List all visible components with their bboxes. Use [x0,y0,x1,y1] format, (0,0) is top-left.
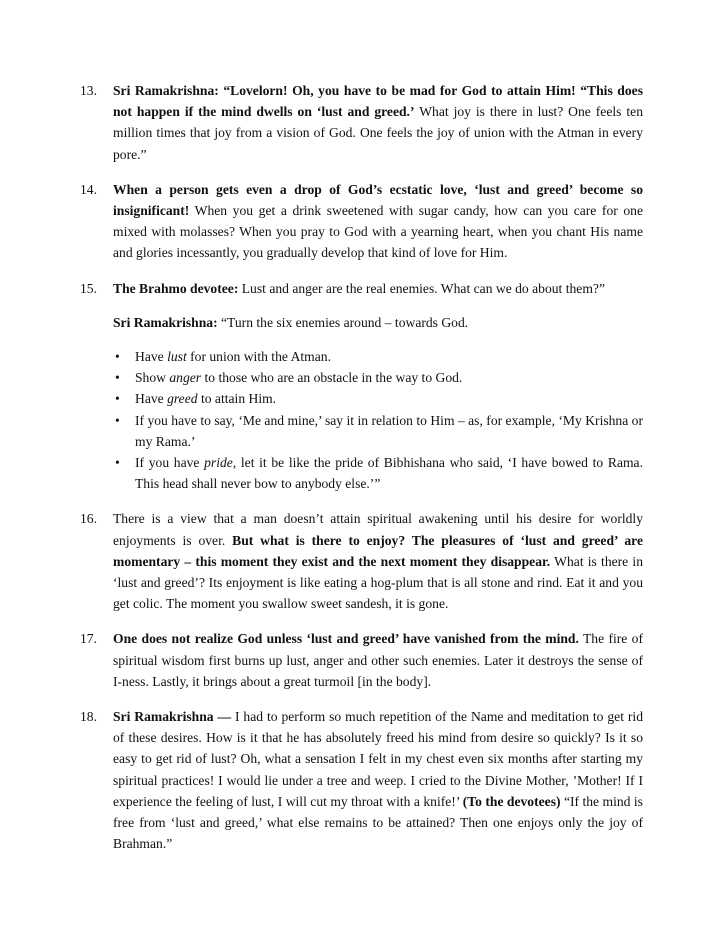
bold-text: Sri Ramakrishna: “Lovelorn! Oh, you have to be mad for God to attain Him! “This does not happen if the mind dwells on ‘lust and greed.’ [113,83,643,120]
item-number: 16. [80,511,97,527]
bullet-icon: • [115,455,120,471]
item-text [113,508,643,614]
bold-text: One does not realize God unless ‘lust and greed’ have vanished from the mind. [113,631,579,647]
bullet-icon: • [115,349,120,365]
document-page [0,80,728,869]
bold-text: But what is there to enjoy? The pleasures of ‘lust and greed’ are momentary – this moment they exist and the next moment they disappear. [113,532,643,569]
body-text: What is there in ‘lust and greed’? Its enjoyment is like eating a hog-plum that is all stone and rind. Eat it and you get colic. The moment you swallow sweet sandesh, it is gone. [113,553,643,612]
item-number: 13. [80,83,97,98]
bullet-item: • If you have pride, let it be like the pride of Bibhishana who said, ‘I have bowed to Rama. This head shall never bow to anybody else.’” [113,452,643,494]
speaker-label: Sri Ramakrishna: [113,314,218,330]
speaker-label: The Brahmo devotee: [113,280,239,296]
item-number: 18. [80,709,97,725]
body-text: There is a view that a man doesn’t attain spiritual awakening until his desire for worldly enjoyments is over. [113,511,643,548]
body-text: When you get a drink sweetened with sugar candy, how can you care for one mixed with molasses? When you pray to God with a yearning heart, when you chant His name and glories incessantly, you gradually develop that kind of love for Him. [113,203,643,261]
bullet-list [113,346,643,494]
bullet-item: • Show anger to those who are an obstacle in the way to God. [113,367,643,388]
item-text [113,80,643,165]
list-item-13 [80,80,643,165]
body-text: I had to perform so much repetition of the Name and meditation to get rid of these desires. How is it that he has absolutely freed his mind from desire so quickly? Is it so easy to get rid of lust? Oh, what a sensation I felt in my chest even six months after starting my spiritual practices! I would lie under a tree and weep. I cried to the Divine Mother, ’Mother! If I experience the feeling of lust, I will cut my throat with a knife!’ [113,709,643,809]
item-number: 14. [80,181,97,197]
item-subparagraph [113,312,643,333]
list-item-17 [80,628,643,692]
item-number: 17. [80,631,97,647]
item-number: 15. [80,280,97,296]
bullet-icon: • [115,370,120,386]
body-text: What joy is there in lust? One feels ten million times that joy from a vision of God. One feels the joy of union with the Atman in every pore.” [113,104,643,162]
body-text: “Turn the six enemies around – towards God. [217,314,469,330]
body-text: The fire of spiritual wisdom first burns up lust, anger and other such enemies. Later it destroys the sense of I-ness. Lastly, it brings about a great turmoil [in the body]. [113,631,643,689]
bold-text: When a person gets even a drop of God’s ecstatic love, ‘lust and greed’ become so insignificant! [113,181,643,219]
speaker-label: Sri Ramakrishna — [113,709,232,725]
item-text [113,628,643,692]
list-item-15 [80,278,643,495]
bullet-icon: • [115,412,120,428]
bullet-item: • If you have to say, ‘Me and mine,’ say it in relation to Him – as, for example, ‘My Krishna or my Rama.’ [113,410,643,452]
item-text [113,278,643,299]
bullet-item: • Have lust for union with the Atman. [113,346,643,367]
item-text [113,179,643,264]
body-text: Lust and anger are the real enemies. What can we do about them?” [238,280,605,296]
list-item-18 [80,706,643,854]
list-item-16 [80,508,643,614]
bullet-icon: • [115,391,120,407]
bullet-item: • Have greed to attain Him. [113,388,643,409]
body-text: “If the mind is free from ‘lust and greed,’ what else remains to be attained? Then one enjoys only the joy of Brahman.” [113,793,643,852]
stage-direction: (To the devotees) [462,793,561,809]
list-item-14 [80,179,643,264]
item-text [113,706,643,854]
